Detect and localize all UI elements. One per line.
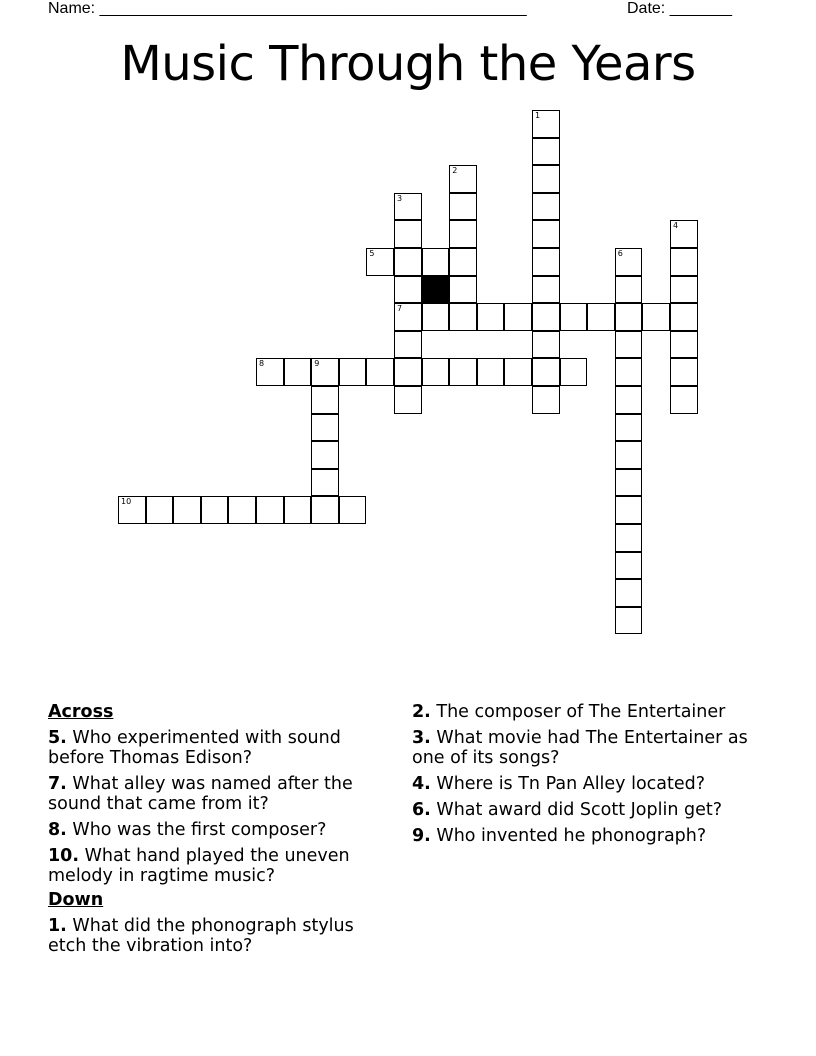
clue-item	[412, 728, 772, 768]
grid-cell[interactable]	[532, 331, 560, 359]
grid-cell[interactable]	[532, 165, 560, 193]
grid-cell[interactable]	[449, 193, 477, 221]
grid-cell[interactable]	[670, 386, 698, 414]
clue-item	[48, 820, 388, 840]
clue-item-text: What did the phonograph stylus etch the vibration into?	[48, 916, 354, 956]
clue-item-number: 3.	[412, 728, 431, 748]
clue-item	[412, 702, 772, 722]
clue-number: 3	[397, 193, 403, 203]
clue-item	[412, 826, 772, 846]
grid-cell[interactable]	[532, 303, 560, 331]
grid-cell[interactable]	[394, 248, 422, 276]
grid-cell[interactable]	[560, 358, 588, 386]
grid-cell[interactable]	[394, 358, 422, 386]
clue-item-text: What movie had The Entertainer as one of its songs?	[412, 728, 748, 768]
clue-item-number: 4.	[412, 774, 431, 794]
grid-cell[interactable]	[422, 248, 450, 276]
clue-item-text: What award did Scott Joplin get?	[430, 800, 722, 820]
grid-cell[interactable]	[670, 220, 698, 248]
across-clue-list	[48, 728, 388, 886]
clue-item-text: What hand played the uneven melody in ragtime music?	[48, 846, 350, 886]
grid-cell[interactable]	[366, 248, 394, 276]
grid-cell[interactable]	[532, 193, 560, 221]
date-field[interactable]: Date: _______	[627, 0, 732, 17]
grid-cell[interactable]	[366, 358, 394, 386]
grid-cell[interactable]	[449, 220, 477, 248]
grid-cell[interactable]	[615, 303, 643, 331]
grid-cell[interactable]	[615, 524, 643, 552]
clue-number: 10	[121, 497, 132, 507]
clue-item-number: 10.	[48, 846, 80, 866]
grid-cell[interactable]	[422, 303, 450, 331]
clue-number: 2	[452, 166, 458, 176]
clues-left-column	[48, 702, 388, 962]
clue-number: 8	[259, 359, 265, 369]
clue-item	[48, 774, 388, 814]
clue-number: 1	[535, 111, 541, 120]
clue-item	[48, 846, 388, 886]
grid-cell[interactable]	[477, 358, 505, 386]
grid-cell[interactable]	[642, 303, 670, 331]
page-title: Music Through the Years	[120, 36, 696, 92]
grid-cell[interactable]	[477, 303, 505, 331]
clue-number: 6	[617, 249, 623, 258]
grid-cell[interactable]	[173, 496, 201, 524]
clue-number: 5	[369, 249, 375, 258]
clue-item-text: Who experimented with sound before Thomas Edison?	[48, 728, 341, 768]
grid-cell[interactable]	[311, 496, 339, 524]
grid-cell[interactable]	[670, 303, 698, 331]
grid-cell[interactable]	[532, 276, 560, 304]
grid-cell[interactable]	[339, 496, 367, 524]
grid-cell[interactable]	[615, 469, 643, 497]
clue-item-text: Who was the first composer?	[66, 820, 327, 840]
grid-cell[interactable]	[532, 386, 560, 414]
grid-cell[interactable]	[394, 386, 422, 414]
grid-cell[interactable]	[504, 303, 532, 331]
grid-cell[interactable]	[560, 303, 588, 331]
grid-cell[interactable]	[670, 331, 698, 359]
grid-cell[interactable]	[615, 331, 643, 359]
grid-cell[interactable]	[311, 441, 339, 469]
down-heading: Down	[48, 890, 104, 910]
clue-number: 7	[397, 304, 403, 314]
down-clue-list-continued	[412, 702, 772, 846]
grid-cell[interactable]	[615, 441, 643, 469]
grid-cell[interactable]	[670, 276, 698, 304]
clue-item	[412, 800, 772, 820]
grid-cell[interactable]	[449, 165, 477, 193]
grid-cell[interactable]	[256, 496, 284, 524]
grid-cell[interactable]	[311, 414, 339, 442]
grid-cell[interactable]	[146, 496, 174, 524]
black-cell	[422, 276, 450, 304]
grid-cell[interactable]	[670, 248, 698, 276]
clue-item-number: 7.	[48, 774, 67, 794]
grid-cell[interactable]	[311, 386, 339, 414]
grid-cell[interactable]	[615, 358, 643, 386]
grid-cell[interactable]	[615, 276, 643, 304]
clue-item	[48, 916, 388, 956]
grid-cell[interactable]	[118, 496, 146, 524]
grid-cell[interactable]	[311, 469, 339, 497]
grid-cell[interactable]	[449, 248, 477, 276]
grid-cell[interactable]	[615, 386, 643, 414]
clue-item-number: 2.	[412, 702, 431, 722]
grid-cell[interactable]	[311, 358, 339, 386]
grid-cell[interactable]	[532, 248, 560, 276]
grid-cell[interactable]	[201, 496, 229, 524]
grid-cell[interactable]	[615, 579, 643, 607]
grid-cell[interactable]	[532, 110, 560, 138]
grid-cell[interactable]	[394, 303, 422, 331]
grid-cell[interactable]	[449, 276, 477, 304]
grid-cell[interactable]	[256, 358, 284, 386]
grid-cell[interactable]	[394, 220, 422, 248]
grid-cell[interactable]	[449, 358, 477, 386]
grid-cell[interactable]	[670, 358, 698, 386]
clue-item-text: Who invented he phonograph?	[430, 826, 707, 846]
clue-item-number: 8.	[48, 820, 67, 840]
grid-cell[interactable]	[587, 303, 615, 331]
clue-number: 4	[673, 221, 679, 231]
clue-item-text: What alley was named after the sound that came from it?	[48, 774, 353, 814]
grid-cell[interactable]	[394, 276, 422, 304]
grid-cell[interactable]	[394, 193, 422, 221]
clue-item-number: 6.	[412, 800, 431, 820]
grid-cell[interactable]	[532, 138, 560, 166]
name-field[interactable]: Name: ________________________________________________	[48, 0, 527, 17]
grid-cell[interactable]	[449, 303, 477, 331]
clue-item-number: 1.	[48, 916, 67, 936]
grid-cell[interactable]	[532, 358, 560, 386]
clue-number: 9	[314, 359, 320, 369]
grid-cell[interactable]	[284, 358, 312, 386]
clue-item-text: The composer of The Entertainer	[430, 702, 726, 722]
clue-item	[412, 774, 772, 794]
grid-cell[interactable]	[284, 496, 312, 524]
grid-cell[interactable]	[615, 552, 643, 580]
grid-cell[interactable]	[504, 358, 532, 386]
grid-cell[interactable]	[615, 414, 643, 442]
clue-item-text: Where is Tn Pan Alley located?	[430, 774, 706, 794]
grid-cell[interactable]	[532, 220, 560, 248]
clue-item-number: 9.	[412, 826, 431, 846]
grid-cell[interactable]	[615, 248, 643, 276]
down-clue-list	[48, 916, 388, 956]
clue-item	[48, 728, 388, 768]
clues-right-column	[412, 702, 772, 852]
grid-cell[interactable]	[615, 607, 643, 635]
clue-item-number: 5.	[48, 728, 67, 748]
grid-cell[interactable]	[228, 496, 256, 524]
across-heading: Across	[48, 702, 114, 722]
grid-cell[interactable]	[339, 358, 367, 386]
grid-cell[interactable]	[394, 331, 422, 359]
grid-cell[interactable]	[422, 358, 450, 386]
grid-cell[interactable]	[615, 496, 643, 524]
